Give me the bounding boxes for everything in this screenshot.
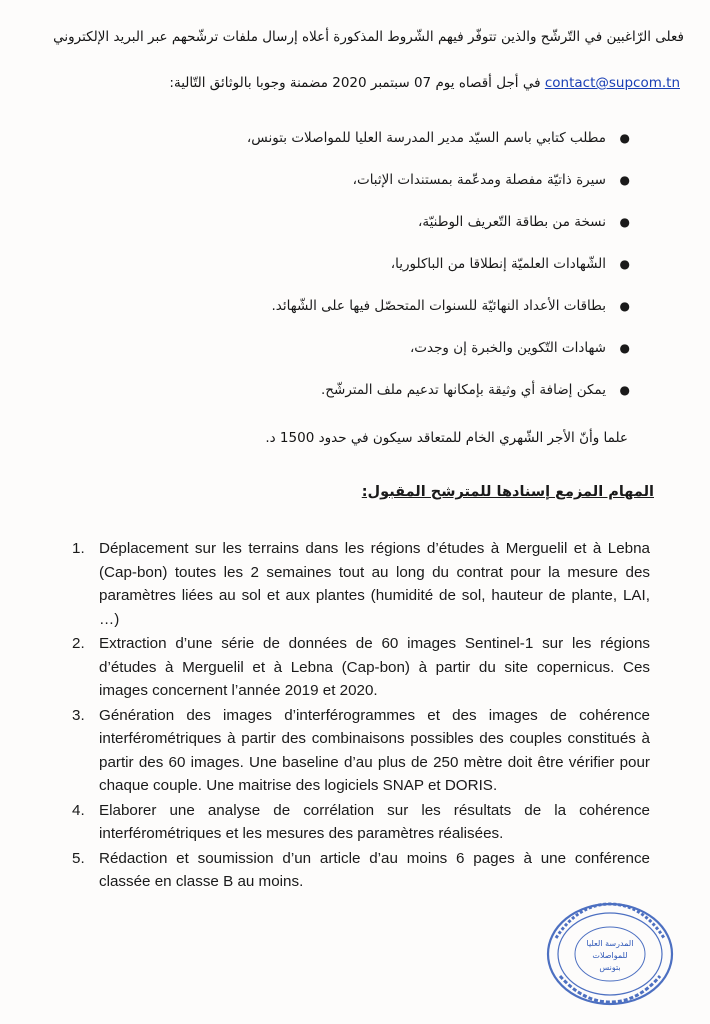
bullet-icon: ● (619, 383, 630, 397)
list-item (66, 296, 630, 338)
list-item (66, 212, 630, 254)
bullet-icon: ● (619, 173, 630, 187)
bullet-icon: ● (619, 257, 630, 271)
task-number: 3. (72, 706, 85, 724)
task-text: Rédaction et soumission d’un article d’au moins 6 pages à une conférence classée en classe B au moins. (99, 849, 650, 890)
bullet-icon: ● (619, 341, 630, 355)
seal-center-line-1: المدرسة العليا (586, 939, 634, 948)
tasks-list (72, 537, 650, 895)
seal-center-line-3: بتونس (599, 963, 621, 972)
official-seal-icon (538, 898, 678, 1008)
task-text: Déplacement sur les terrains dans les régions d’études à Merguelil et à Lebna (Cap-bon) toutes les 2 semaines tout au long du contrat pour la mesure des paramètres liées au sol et aux plantes (humidité de sol, hauteur de plante, LAI, …) (99, 540, 650, 628)
list-item-text: بطاقات الأعداد النهائيّة للسنوات المتحصّل فيها على الشّهائد. (271, 298, 606, 314)
task-item (72, 537, 650, 631)
seal-center-line-2: للمواصلات (592, 951, 628, 960)
list-item-text: مطلب كتابي باسم السيّد مدير المدرسة العليا للمواصلات بتونس، (246, 130, 606, 146)
list-item-text: نسخة من بطاقة التّعريف الوطنيّة، (417, 214, 606, 230)
list-item-text: سيرة ذاتيّة مفصلة ومدعّمة بمستندات الإثبات، (352, 172, 606, 188)
list-item (66, 254, 630, 296)
bullet-icon: ● (619, 131, 630, 145)
list-item (66, 338, 630, 380)
list-item (66, 380, 630, 422)
list-item (66, 170, 630, 212)
task-number: 2. (72, 635, 85, 652)
task-number: 5. (72, 849, 85, 867)
list-item-text: يمكن إضافة أي وثيقة بإمكانها تدعيم ملف المترشّح. (321, 382, 606, 398)
task-text: Génération des images d’interférogrammes et des images de cohérence interférométriques à partir des combinaisons possibles des couples constitués à partir des 60 images. Une baseline d’au plus de 250 mètre doit être vérifier pour chaque couple. Une maitrise des logiciels SNAP et DORIS. (99, 706, 650, 794)
intro-line-2 (169, 75, 680, 91)
task-item (72, 632, 650, 703)
required-documents-list (66, 128, 630, 422)
tasks-heading: المهام المزمع إسنادها للمترشح المقبول: (361, 484, 654, 500)
contact-email-link[interactable]: contact@supcom.tn (544, 75, 680, 91)
task-number: 1. (72, 540, 85, 557)
task-text: Extraction d’une série de données de 60 images Sentinel-1 sur les régions d’études à Merguelil et à Lebna (Cap-bon) à partir du site copernicus. Ces images concernent l’année 2019 et 2020. (99, 635, 650, 699)
intro-line-1: فعلى الرّاغبين في التّرشّح والذين تتوفّر فيهم الشّروط المذكورة أعلاه إرسال ملفات ترشّحهم عبر البريد الإلكتروني (53, 29, 684, 45)
list-item-text: شهادات التّكوين والخبرة إن وجدت، (409, 340, 606, 356)
intro-line-2-text: في أجل أقصاه يوم 07 سبتمبر 2020 مضمنة وجوبا بالوثائق التّالية: (169, 75, 541, 91)
list-item-text: الشّهادات العلميّة إنطلاقا من الباكلوريا، (390, 256, 606, 272)
task-item (72, 704, 650, 798)
task-item (72, 799, 650, 846)
bullet-icon: ● (619, 299, 630, 313)
task-number: 4. (72, 801, 85, 819)
task-item (72, 847, 650, 894)
bullet-icon: ● (619, 215, 630, 229)
list-item (66, 128, 630, 170)
task-text: Elaborer une analyse de corrélation sur les résultats de la cohérence interférométriques et les mesures des paramètres réalisées. (99, 801, 650, 842)
salary-note: علما وأنّ الأجر الشّهري الخام للمتعاقد سيكون في حدود 1500 د. (265, 430, 628, 446)
